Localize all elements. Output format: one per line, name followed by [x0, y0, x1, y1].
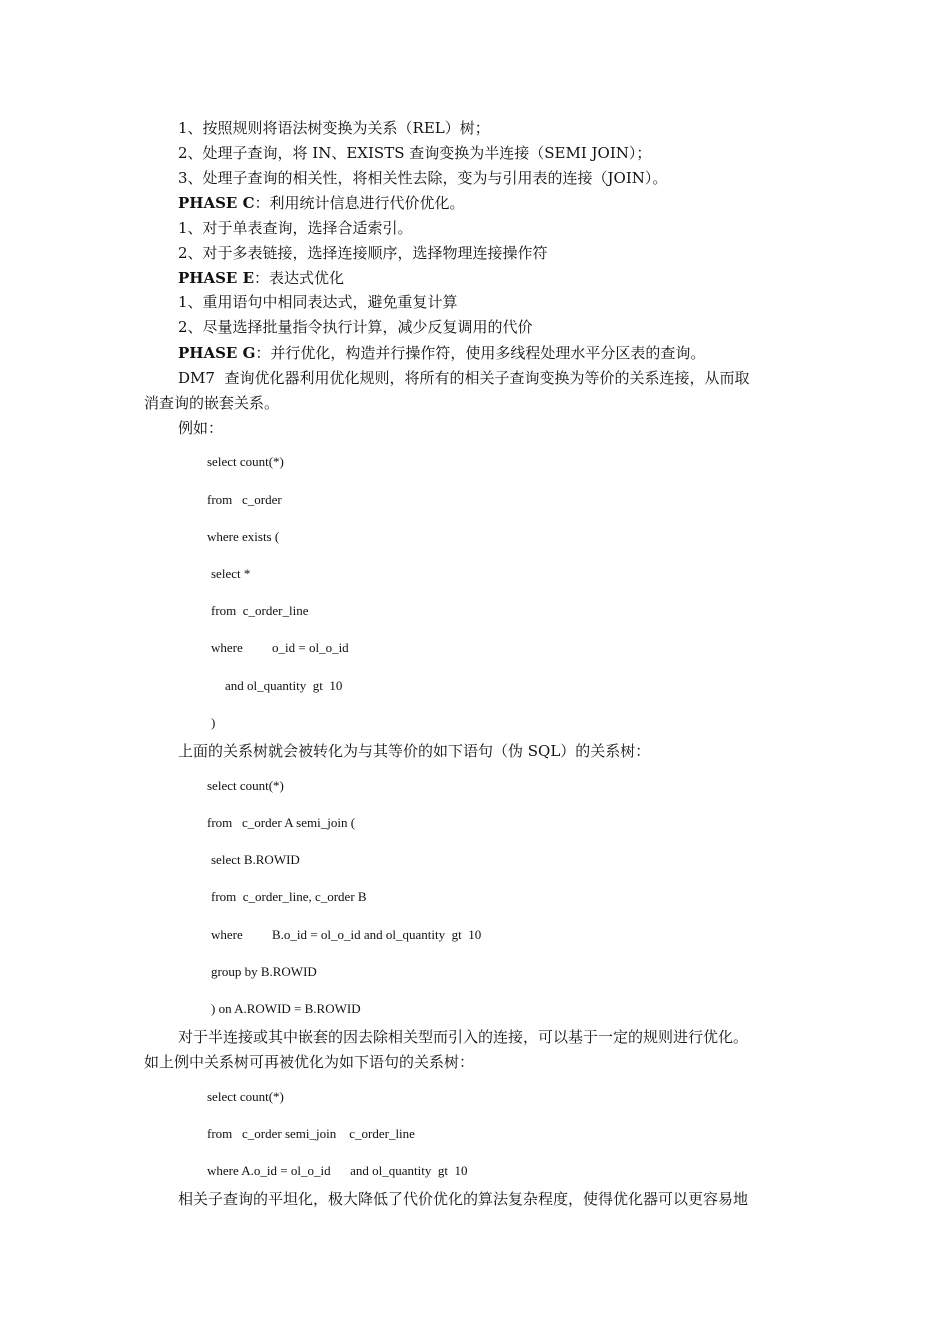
- code2-line-7: ) on A.ROWID = B.ROWID: [211, 1001, 361, 1016]
- code3-line-1: select count(*): [207, 1089, 284, 1104]
- rule-step-2: 2、处理子查询，将 IN、EXISTS 查询变换为半连接（SEMI JOIN）；: [178, 144, 652, 162]
- code3-line-2: from c_order semi_join c_order_line: [207, 1126, 415, 1141]
- code1-line-7: and ol_quantity gt 10: [225, 678, 343, 693]
- example-label: 例如：: [178, 419, 224, 437]
- semi-join-paragraph-line-2: 如上例中关系树可再被优化为如下语句的关系树：: [144, 1053, 475, 1071]
- phase-g-label: PHASE G: [178, 344, 256, 362]
- code2-line-3: select B.ROWID: [211, 852, 300, 867]
- phase-e-heading: [178, 268, 344, 288]
- code2-line-6: group by B.ROWID: [211, 964, 317, 979]
- phase-e-item-2: 2、尽量选择批量指令执行计算，减少反复调用的代价: [178, 318, 533, 336]
- flattening-paragraph: 相关子查询的平坦化，极大降低了代价优化的算法复杂程度，使得优化器可以更容易地: [178, 1190, 749, 1208]
- phase-e-label: PHASE E: [178, 269, 255, 287]
- code1-line-2: from c_order: [207, 492, 282, 507]
- semi-join-paragraph-line-1: 对于半连接或其中嵌套的因去除相关型而引入的连接，可以基于一定的规则进行优化。: [178, 1028, 749, 1046]
- code1-line-1: select count(*): [207, 454, 284, 469]
- dm7-paragraph-line-2: 消查询的嵌套关系。: [144, 394, 280, 412]
- phase-e-text: ：表达式优化: [254, 269, 345, 287]
- phase-e-item-1: 1、重用语句中相同表达式，避免重复计算: [178, 293, 458, 311]
- rule-step-3: 3、处理子查询的相关性，将相关性去除，变为与引用表的连接（JOIN）。: [178, 169, 668, 187]
- phase-g-heading: [178, 343, 705, 363]
- code1-line-5: from c_order_line: [211, 603, 309, 618]
- code1-line-6: where o_id = ol_o_id: [211, 640, 349, 655]
- phase-c-heading: [178, 193, 465, 213]
- phase-c-label: PHASE C: [178, 194, 255, 212]
- rule-step-1: 1、按照规则将语法树变换为关系（REL）树；: [178, 119, 490, 137]
- phase-c-item-1: 1、对于单表查询，选择合适索引。: [178, 219, 413, 237]
- phase-g-text: ：并行优化，构造并行操作符，使用多线程处理水平分区表的查询。: [255, 344, 706, 362]
- code2-line-5: where B.o_id = ol_o_id and ol_quantity gt 10: [211, 927, 482, 942]
- phase-c-text: ：利用统计信息进行代价优化。: [254, 194, 465, 212]
- code2-line-4: from c_order_line, c_order B: [211, 889, 367, 904]
- code1-line-8: ): [211, 715, 216, 730]
- code2-line-2: from c_order A semi_join (: [207, 815, 356, 830]
- code2-line-1: select count(*): [207, 778, 284, 793]
- code1-line-4: select *: [211, 566, 251, 581]
- code3-line-3: where A.o_id = ol_o_id and ol_quantity gt 10: [207, 1163, 468, 1178]
- code1-line-3: where exists (: [207, 529, 280, 544]
- transform-paragraph: 上面的关系树就会被转化为与其等价的如下语句（伪 SQL）的关系树：: [178, 742, 651, 760]
- phase-c-item-2: 2、对于多表链接，选择连接顺序，选择物理连接操作符: [178, 244, 548, 262]
- dm7-paragraph-line-1: DM7 查询优化器利用优化规则，将所有的相关子查询变换为等价的关系连接，从而取: [178, 369, 750, 387]
